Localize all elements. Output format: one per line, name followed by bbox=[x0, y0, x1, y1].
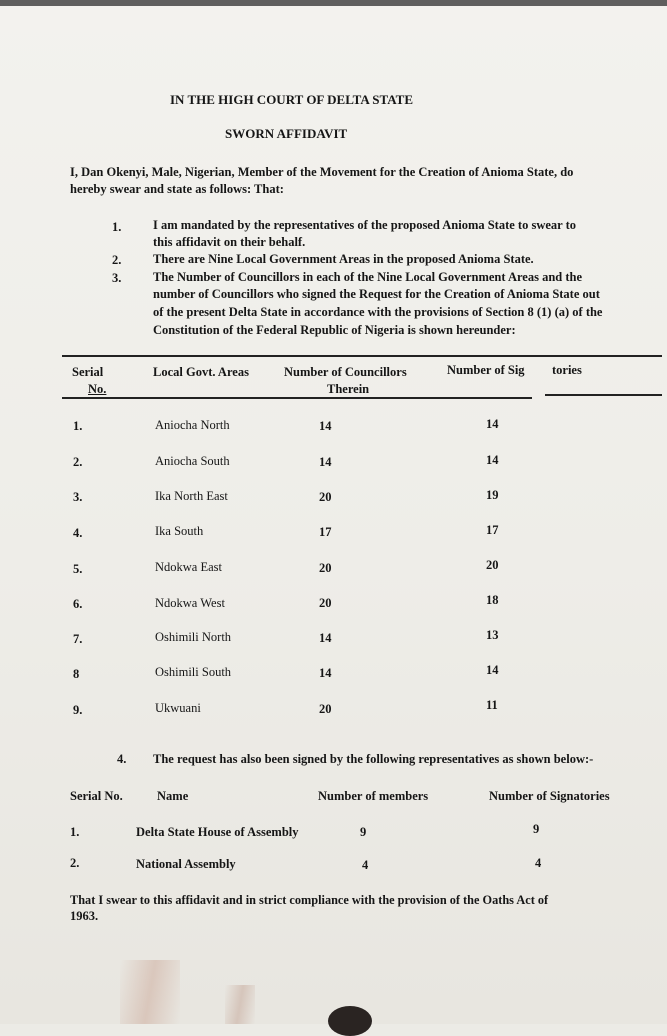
row-councillors: 20 bbox=[319, 490, 332, 504]
row-serial: 5. bbox=[73, 562, 83, 576]
header-serial-no: No. bbox=[88, 382, 107, 396]
row-area: Ndokwa East bbox=[155, 560, 222, 574]
para-1-line-2: this affidavit on their behalf. bbox=[153, 235, 306, 249]
row-signatories: 19 bbox=[486, 488, 499, 502]
row-councillors: 14 bbox=[319, 631, 332, 645]
affidavit-title: SWORN AFFIDAVIT bbox=[225, 126, 348, 141]
row-signatories: 11 bbox=[486, 698, 498, 712]
para-1-line-1: I am mandated by the representatives of the proposed Anioma State to swear to bbox=[153, 218, 577, 232]
row-serial: 2. bbox=[70, 856, 80, 870]
row-serial: 1. bbox=[70, 825, 80, 839]
row-signatories: 13 bbox=[486, 628, 499, 642]
paper-fold-shadow bbox=[225, 985, 255, 1024]
closing-line-2: 1963. bbox=[70, 909, 99, 923]
row-signatories: 4 bbox=[535, 856, 542, 870]
row-area: Oshimili South bbox=[155, 665, 232, 679]
row-area: Ika South bbox=[155, 524, 204, 538]
court-heading: IN THE HIGH COURT OF DELTA STATE bbox=[170, 92, 414, 107]
scan-top-edge bbox=[0, 0, 667, 6]
para-3-line-3: of the present Delta State in accordance with the provisions of Section 8 (1) (a) of the bbox=[153, 305, 603, 319]
row-serial: 7. bbox=[73, 632, 83, 646]
row-councillors: 17 bbox=[319, 525, 332, 539]
header-number-of-signatories: Number of Sig bbox=[447, 363, 525, 377]
header-serial-no: Serial No. bbox=[70, 789, 123, 803]
row-area: Ika North East bbox=[155, 489, 228, 503]
row-councillors: 14 bbox=[319, 455, 332, 469]
row-serial: 6. bbox=[73, 597, 83, 611]
para-3-line-2: number of Councillors who signed the Request for the Creation of Anioma State out bbox=[153, 287, 600, 301]
row-area: Ndokwa West bbox=[155, 596, 225, 610]
row-councillors: 14 bbox=[319, 419, 332, 433]
header-therein: Therein bbox=[327, 382, 370, 396]
row-serial: 4. bbox=[73, 526, 83, 540]
row-signatories: 14 bbox=[486, 417, 499, 431]
para-3-line-4: Constitution of the Federal Republic of Nigeria is shown hereunder: bbox=[153, 323, 516, 337]
row-area: Aniocha North bbox=[155, 418, 230, 432]
paper-fold-shadow bbox=[120, 960, 180, 1024]
table1-top-rule bbox=[62, 355, 662, 357]
row-signatories: 18 bbox=[486, 593, 499, 607]
row-councillors: 20 bbox=[319, 702, 332, 716]
row-serial: 8 bbox=[73, 667, 80, 681]
header-local-govt-areas: Local Govt. Areas bbox=[153, 365, 249, 379]
row-councillors: 14 bbox=[319, 666, 332, 680]
row-signatories: 14 bbox=[486, 663, 499, 677]
header-name: Name bbox=[157, 789, 189, 803]
header-signatories-suffix: tories bbox=[552, 363, 582, 377]
row-signatories: 17 bbox=[486, 523, 499, 537]
intro-line-1: I, Dan Okenyi, Male, Nigerian, Member of the Movement for the Creation of Anioma State, do bbox=[70, 165, 574, 179]
row-serial: 2. bbox=[73, 455, 83, 469]
closing-line-1: That I swear to this affidavit and in strict compliance with the provision of the Oaths Act of bbox=[70, 893, 549, 907]
row-members: 9 bbox=[360, 825, 367, 839]
para-1-number: 1. bbox=[112, 220, 122, 234]
seal-edge bbox=[328, 1006, 372, 1036]
header-number-of-members: Number of members bbox=[318, 789, 429, 803]
para-2-number: 2. bbox=[112, 253, 122, 267]
row-area: Oshimili North bbox=[155, 630, 232, 644]
row-councillors: 20 bbox=[319, 561, 332, 575]
row-councillors: 20 bbox=[319, 596, 332, 610]
table1-header-rule bbox=[62, 397, 532, 399]
row-area: Ukwuani bbox=[155, 701, 201, 715]
row-members: 4 bbox=[362, 858, 369, 872]
header-serial: Serial bbox=[72, 365, 104, 379]
row-signatories: 14 bbox=[486, 453, 499, 467]
header-number-of-councillors: Number of Councillors bbox=[284, 365, 407, 379]
para-3-number: 3. bbox=[112, 271, 122, 285]
table1-header-rule-right bbox=[545, 394, 662, 396]
para-4-number: 4. bbox=[117, 752, 127, 766]
row-name: Delta State House of Assembly bbox=[136, 825, 299, 839]
para-4-text: The request has also been signed by the following representatives as shown below:- bbox=[153, 752, 594, 766]
row-signatories: 20 bbox=[486, 558, 499, 572]
para-2-line-1: There are Nine Local Government Areas in the proposed Anioma State. bbox=[153, 252, 534, 266]
row-area: Aniocha South bbox=[155, 454, 230, 468]
row-signatories: 9 bbox=[533, 822, 540, 836]
row-serial: 1. bbox=[73, 419, 83, 433]
row-serial: 9. bbox=[73, 703, 83, 717]
para-3-line-1: The Number of Councillors in each of the Nine Local Government Areas and the bbox=[153, 270, 583, 284]
row-serial: 3. bbox=[73, 490, 83, 504]
header-number-of-signatories: Number of Signatories bbox=[489, 789, 610, 803]
intro-line-2: hereby swear and state as follows: That: bbox=[70, 182, 284, 196]
row-name: National Assembly bbox=[136, 857, 236, 871]
